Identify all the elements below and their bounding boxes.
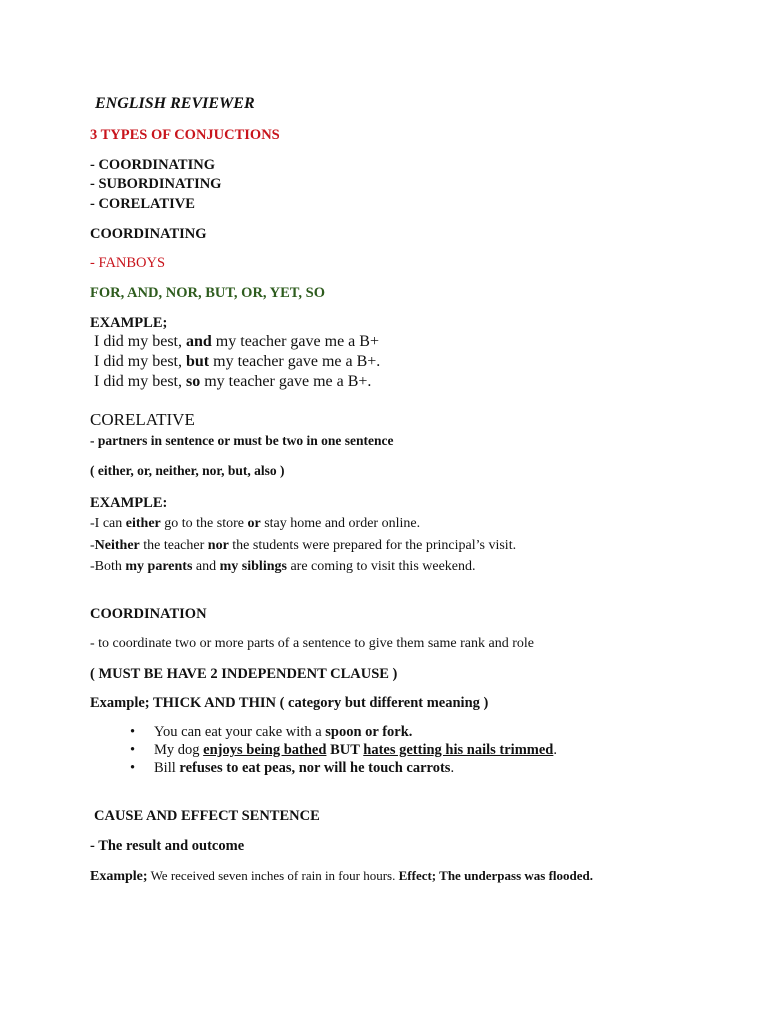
coordination-rule: ( MUST BE HAVE 2 INDEPENDENT CLAUSE ) xyxy=(90,666,398,682)
types-heading: 3 TYPES OF CONJUCTIONS xyxy=(90,127,280,143)
types-item-corelative: - CORELATIVE xyxy=(90,196,195,212)
coordinating-example-2: I did my best, but my teacher gave me a B+. xyxy=(94,353,381,370)
corelative-example-3: -Both my parents and my siblings are coming to visit this weekend. xyxy=(90,559,476,574)
coordination-heading: COORDINATION xyxy=(90,606,207,622)
types-item-coordinating: - COORDINATING xyxy=(90,157,215,173)
cause-effect-definition: - The result and outcome xyxy=(90,838,245,854)
coordinating-example-label: EXAMPLE; xyxy=(90,315,168,331)
document-title: ENGLISH REVIEWER xyxy=(95,95,255,112)
corelative-example-label: EXAMPLE: xyxy=(90,495,168,511)
corelative-words: ( either, or, neither, nor, but, also ) xyxy=(90,463,285,478)
corelative-example-1: -I can either go to the store or stay home and order online. xyxy=(90,516,421,531)
cause-effect-heading: CAUSE AND EFFECT SENTENCE xyxy=(94,808,320,824)
cause-effect-example: Example; We received seven inches of rain in four hours. Effect; The underpass was flooded. xyxy=(90,868,594,884)
coordinating-example-1: I did my best, and my teacher gave me a B+ xyxy=(94,333,379,350)
fanboys-words: FOR, AND, NOR, BUT, OR, YET, SO xyxy=(90,285,325,301)
fanboys-label: - FANBOYS xyxy=(90,255,166,271)
coordination-definition: - to coordinate two or more parts of a sentence to give them same rank and role xyxy=(90,636,534,651)
corelative-heading: CORELATIVE xyxy=(90,410,195,429)
list-item: • You can eat your cake with a spoon or fork. xyxy=(130,723,557,741)
coordinating-example-3: I did my best, so my teacher gave me a B+. xyxy=(94,373,372,390)
coordinating-heading: COORDINATING xyxy=(90,226,207,242)
coordination-example-line: Example; THICK AND THIN ( category but different meaning ) xyxy=(90,695,489,711)
list-item: • My dog enjoys being bathed BUT hates getting his nails trimmed. xyxy=(130,741,557,759)
corelative-example-2: -Neither the teacher nor the students were prepared for the principal’s visit. xyxy=(90,538,517,553)
list-item: • Bill refuses to eat peas, nor will he touch carrots. xyxy=(130,759,557,777)
corelative-definition: - partners in sentence or must be two in one sentence xyxy=(90,433,394,448)
coordination-bullet-list xyxy=(130,723,557,777)
types-item-subordinating: - SUBORDINATING xyxy=(90,176,222,192)
